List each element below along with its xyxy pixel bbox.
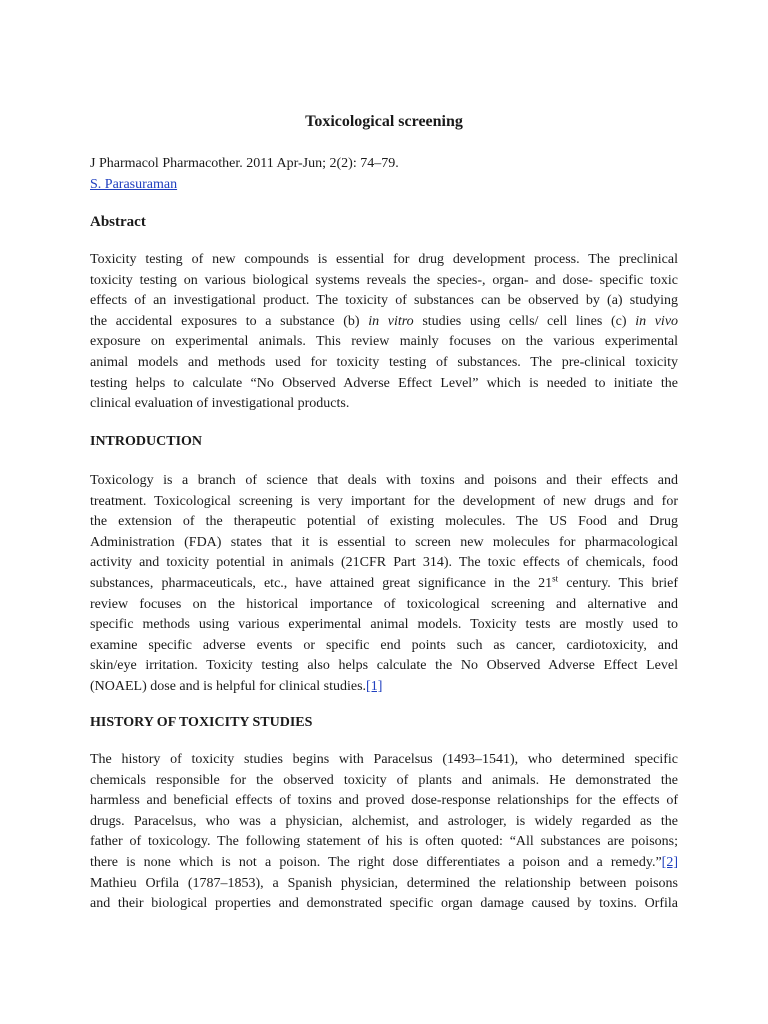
abstract-line: toxicity testing on various biological systems reveals the species-, organ- and dose- specific toxic [90,272,678,288]
intro-line: activity and toxicity potential in animals (21CFR Part 314). The toxic effects of chemicals, food [90,555,678,571]
intro-text: century. This brief [566,575,678,591]
abstract-line: exposure on experimental animals. This review mainly focuses on the various experimental [90,334,678,350]
reference-link-1[interactable]: [1] [366,678,383,694]
abstract-text: the accidental exposures to a substance (b) [90,313,360,329]
abstract-line: Toxicity testing of new compounds is essential for drug development process. The preclinical [90,252,678,267]
intro-line: specific methods using various experimental animal models. Toxicity tests are mostly used to [90,617,678,633]
history-line: father of toxicology. The following statement of his is often quoted: “All substances are poisons; [90,834,678,850]
abstract-heading: Abstract [90,214,146,230]
intro-line-mixed [90,574,678,595]
abstract-line: effects of an investigational product. The toxicity of substances can be observed by (a) studying [90,293,678,309]
abstract-text: studies using cells/ cell lines (c) [422,313,627,329]
in-vitro-term: in vitro [368,313,414,329]
history-line: harmless and beneficial effects of toxins and proved dose-response relationships for the effects of [90,793,678,809]
abstract-line-mixed [90,312,678,333]
intro-line: examine specific adverse events or specific end points such as cancer, cardiotoxicity, and [90,637,678,653]
abstract-paragraph [90,250,678,415]
introduction-paragraph [90,471,678,698]
intro-text: (NOAEL) dose and is helpful for clinical studies. [90,678,367,694]
journal-citation: J Pharmacol Pharmacother. 2011 Apr-Jun; 2(2): 74–79. [90,156,399,171]
history-line: chemicals responsible for the observed toxicity of plants and animals. He demonstrated the [90,772,678,788]
reference-link-2[interactable]: [2] [661,854,678,870]
intro-line: Administration (FDA) states that it is essential to screen new molecules for pharmacological [90,534,678,550]
abstract-line: testing helps to calculate “No Observed Adverse Effect Level” which is needed to initiate the [90,375,678,391]
intro-text: substances, pharmaceuticals, etc., have attained great significance in the 21 [90,575,553,591]
history-line: drugs. Paracelsus, who was a physician, alchemist, and astrologer, is widely regarded as the [90,813,678,829]
article-title: Toxicological screening [305,113,463,130]
abstract-line: clinical evaluation of investigational products. [90,396,350,412]
ordinal-suffix: st [552,573,559,584]
author-line [90,175,177,195]
history-text: there is none which is not a poison. The right dose differentiates a poison and a remedy.” [90,854,662,870]
intro-line: the extension of the therapeutic potential of existing molecules. The US Food and Drug [90,514,678,530]
introduction-heading: INTRODUCTION [90,434,203,449]
intro-line: skin/eye irritation. Toxicity testing also helps calculate the No Observed Adverse Effect Level [90,658,678,674]
intro-line: Toxicology is a branch of science that deals with toxins and poisons and their effects and [90,473,678,488]
history-line: Mathieu Orfila (1787–1853), a Spanish physician, determined the relationship between poisons [90,875,678,891]
history-line: The history of toxicity studies begins with Paracelsus (1493–1541), who determined specific [90,752,678,767]
history-line: and their biological properties and demonstrated specific organ damage caused by toxins. Orfila [90,896,678,912]
author-link[interactable]: S. Parasuraman [90,177,178,192]
history-line-mixed [90,853,678,874]
intro-line: review focuses on the historical importance of toxicological screening and alternative and [90,596,678,612]
intro-line: treatment. Toxicological screening is very important for the development of new drugs and for [90,493,678,509]
history-heading: HISTORY OF TOXICITY STUDIES [90,715,313,730]
in-vivo-term: in vivo [635,313,679,329]
history-paragraph [90,750,678,915]
intro-line-last [90,677,678,698]
abstract-line: animal models and methods used for toxicity testing of substances. The pre-clinical toxicity [90,354,678,370]
